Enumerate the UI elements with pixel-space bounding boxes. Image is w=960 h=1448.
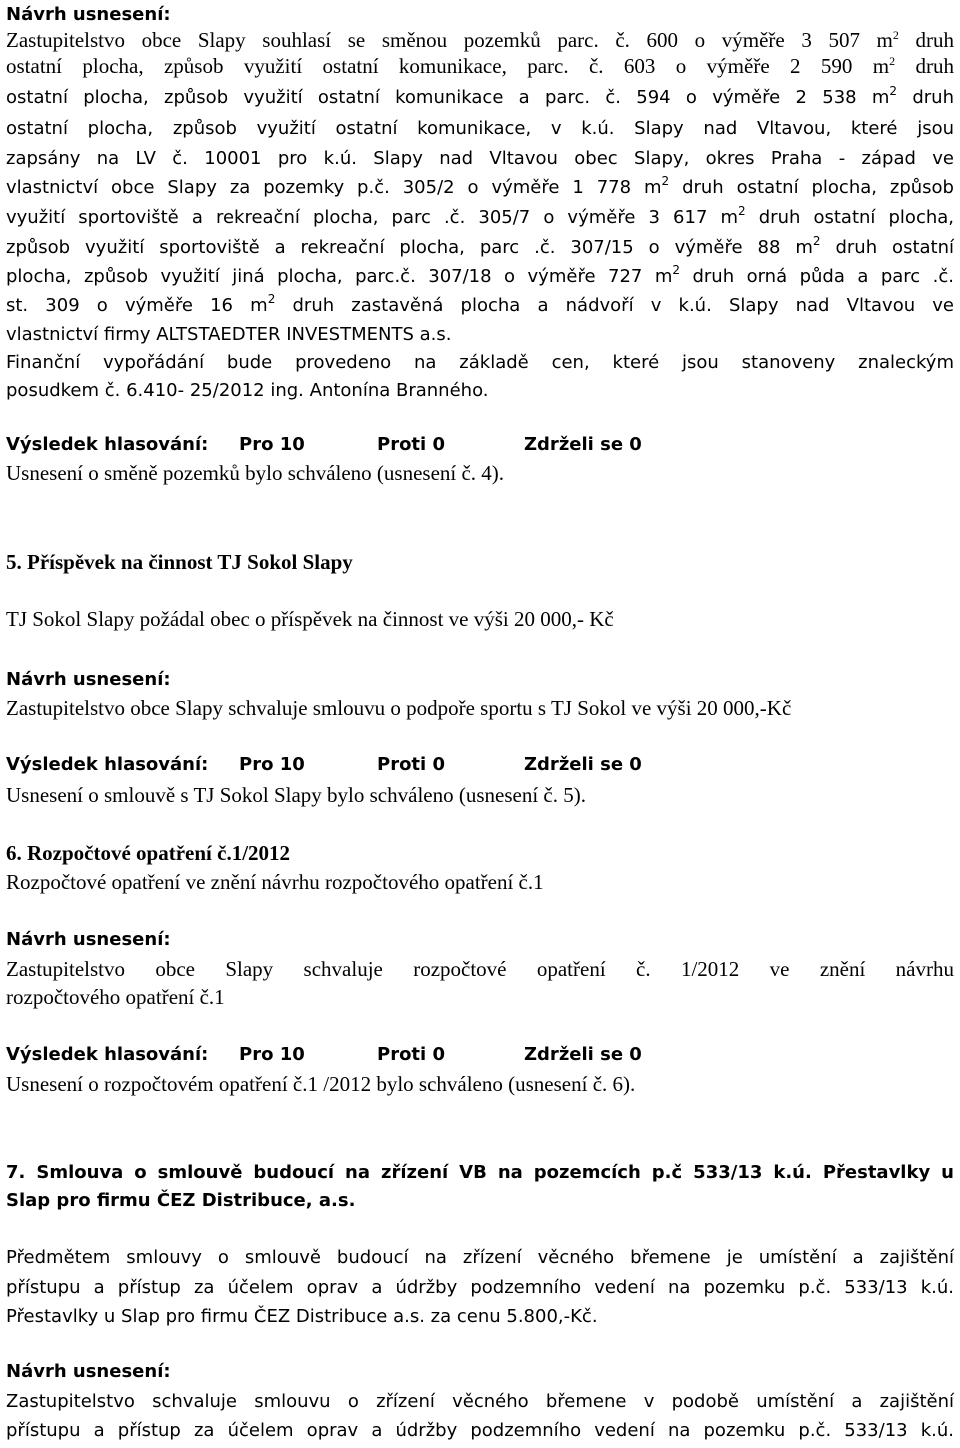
vote-label: Výsledek hlasování:: [6, 754, 209, 775]
proposal-heading: Návrh usnesení:: [6, 4, 171, 25]
vote-pro: Pro 10: [239, 754, 305, 775]
item5-text: TJ Sokol Slapy požádal obec o příspěvek na činnost ve výši 20 000,- Kč: [6, 607, 614, 631]
item6-resolution: Usnesení o rozpočtovém opatření č.1 /2012 bylo schváleno (usnesení č. 6).: [6, 1072, 636, 1096]
proposal-heading: Návrh usnesení:: [6, 929, 171, 950]
item4-line6: vlastnictví obce Slapy za pozemky p.č. 305/2 o výměře 1 778 $m^2$ druh ostatní plocha, způsob: [6, 174, 954, 198]
proposal-heading: Návrh usnesení:: [6, 669, 171, 690]
item4-line12: Finanční vypořádání bude provedeno na základě cen, které jsou stanoveny znaleckým: [6, 352, 954, 373]
item4-line5: zapsány na LV č. 10001 pro k.ú. Slapy nad Vltavou obec Slapy, okres Praha - západ ve: [6, 148, 954, 169]
item5-heading: 5. Příspěvek na činnost TJ Sokol Slapy: [6, 550, 353, 574]
item6-heading: 6. Rozpočtové opatření č.1/2012: [6, 841, 291, 865]
vote-pro: Pro 10: [239, 1044, 305, 1065]
item5-resolution: Usnesení o smlouvě s TJ Sokol Slapy bylo schváleno (usnesení č. 5).: [6, 783, 586, 807]
item4-vote-result: [6, 432, 954, 458]
item4-line10: st. 309 o výměře 16 $m^2$ druh zastavěná plocha a nádvoří v k.ú. Slapy nad Vltavou ve: [6, 292, 954, 316]
item7-proposal-line2: přístupu a přístup za účelem oprav a údržby podzemního vedení na pozemku p.č. 533/13 k.ú.: [6, 1420, 954, 1441]
vote-proti: Proti 0: [377, 1044, 446, 1065]
vote-zdrzeli: Zdrželi se 0: [524, 1044, 642, 1065]
proposal-heading: Návrh usnesení:: [6, 1361, 171, 1382]
item5-vote-result: [6, 752, 954, 778]
item6-vote-result: [6, 1042, 954, 1068]
item4-line3: ostatní plocha, způsob využití ostatní komunikace a parc. č. 594 o výměře 2 538 $m^2$ druh: [6, 84, 954, 108]
item4-line7: využití sportoviště a rekreační plocha, parc .č. 305/7 o výměře 3 617 $m^2$ druh ostatní plocha,: [6, 204, 955, 228]
vote-pro: Pro 10: [239, 434, 305, 455]
vote-proti: Proti 0: [377, 434, 446, 455]
item6-proposal-line1: Zastupitelstvo obce Slapy schvaluje rozpočtové opatření č. 1/2012 ve znění návrhu: [6, 957, 954, 981]
vote-proti: Proti 0: [377, 754, 446, 775]
vote-label: Výsledek hlasování:: [6, 1044, 209, 1065]
item4-line13: posudkem č. 6.410- 25/2012 ing. Antonína Branného.: [6, 380, 489, 401]
item6-text: Rozpočtové opatření ve znění návrhu rozpočtového opatření č.1: [6, 870, 544, 894]
item7-heading-line1: 7. Smlouva o smlouvě budoucí na zřízení VB na pozemcích p.č 533/13 k.ú. Přestavlky u: [6, 1162, 954, 1183]
item4-line2: ostatní plocha, způsob využití ostatní komunikace, parc. č. 603 o výměře 2 590 $m^2$ druh: [6, 54, 954, 78]
item5-proposal: Zastupitelstvo obce Slapy schvaluje smlouvu o podpoře sportu s TJ Sokol ve výši 20 000,-Kč: [6, 696, 792, 720]
item7-heading-line2: Slap pro firmu ČEZ Distribuce, a.s.: [6, 1190, 356, 1211]
item6-proposal-line2: rozpočtového opatření č.1: [6, 985, 225, 1009]
item4-line11: vlastnictví firmy ALTSTAEDTER INVESTMENTS a.s.: [6, 324, 452, 345]
item7-proposal-line1: Zastupitelstvo schvaluje smlouvu o zřízení věcného břemene v podobě umístění a zajištění: [6, 1391, 954, 1412]
item7-text-line3: Přestavlky u Slap pro firmu ČEZ Distribuce a.s. za cenu 5.800,-Kč.: [6, 1306, 598, 1327]
vote-zdrzeli: Zdrželi se 0: [524, 434, 642, 455]
item4-line4: ostatní plocha, způsob využití ostatní komunikace, v k.ú. Slapy nad Vltavou, které jsou: [6, 118, 954, 139]
item7-text-line2: přístupu a přístup za účelem oprav a údržby podzemního vedení na pozemku p.č. 533/13 k.ú.: [6, 1277, 954, 1298]
item7-text-line1: Předmětem smlouvy o smlouvě budoucí na zřízení věcného břemene je umístění a zajištění: [6, 1247, 954, 1268]
vote-label: Výsledek hlasování:: [6, 434, 209, 455]
item4-resolution: Usnesení o směně pozemků bylo schváleno (usnesení č. 4).: [6, 461, 505, 485]
item4-line8: způsob využití sportoviště a rekreační plocha, parc .č. 307/15 o výměře 88 $m^2$ druh ostatní: [6, 234, 955, 258]
item4-line1: Zastupitelstvo obce Slapy souhlasí se směnou pozemků parc. č. 600 o výměře 3 507 $m^2$ druh: [6, 28, 954, 52]
item4-line9: plocha, způsob využití jiná plocha, parc.č. 307/18 o výměře 727 $m^2$ druh orná půda a parc .č.: [6, 263, 955, 287]
vote-zdrzeli: Zdrželi se 0: [524, 754, 642, 775]
